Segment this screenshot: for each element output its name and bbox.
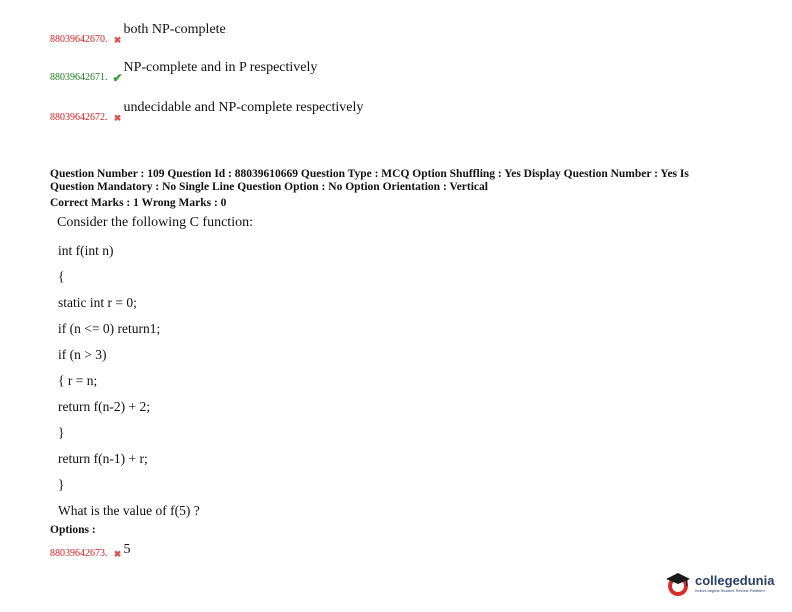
collegedunia-logo <box>664 570 774 598</box>
option-id: 88039642670. <box>50 34 108 45</box>
code-line: return f(n-2) + 2; <box>58 399 150 414</box>
graduation-cap-icon <box>664 570 692 598</box>
question-ask: What is the value of f(5) ? <box>58 503 200 518</box>
cross-icon: ✖ <box>113 35 122 45</box>
code-line: if (n > 3) <box>58 347 107 362</box>
option-id: 88039642673. <box>50 548 108 559</box>
option-id: 88039642672. <box>50 112 108 123</box>
cross-icon: ✖ <box>113 113 122 123</box>
question-text: Consider the following C function: <box>57 215 253 230</box>
option-row <box>50 60 318 85</box>
option-text: 5 <box>123 542 131 557</box>
option-text: undecidable and NP-complete respectively <box>123 100 364 115</box>
option-row <box>50 544 131 560</box>
option-text: both NP-complete <box>123 22 226 37</box>
code-line: if (n <= 0) return1; <box>58 321 161 336</box>
code-line: } <box>58 477 65 492</box>
cross-icon: ✖ <box>113 549 122 559</box>
code-line: { r = n; <box>58 373 98 388</box>
question-meta-line2: Question Mandatory : No Single Line Question Option : No Option Orientation : Vertical <box>50 181 488 193</box>
brand-name: collegedunia <box>695 573 775 588</box>
options-label: Options : <box>50 524 96 536</box>
question-marks: Correct Marks : 1 Wrong Marks : 0 <box>50 197 227 209</box>
question-meta <box>50 168 740 194</box>
option-row <box>50 22 226 46</box>
code-line: int f(int n) <box>58 243 114 258</box>
code-line: } <box>58 425 65 440</box>
code-line: static int r = 0; <box>58 295 137 310</box>
option-text: NP-complete and in P respectively <box>123 60 318 75</box>
question-meta-line1: Question Number : 109 Question Id : 88039610669 Question Type : MCQ Option Shuffling : Yes Display Question Number : Yes Is <box>50 168 689 180</box>
brand-tagline: India's largest Student Review Platform <box>695 588 765 593</box>
logo-text <box>695 574 774 594</box>
option-row <box>50 100 364 124</box>
code-line: { <box>58 269 65 284</box>
option-id: 88039642671. <box>50 72 108 83</box>
check-icon: ✔ <box>112 71 123 85</box>
code-line: return f(n-1) + r; <box>58 451 148 466</box>
